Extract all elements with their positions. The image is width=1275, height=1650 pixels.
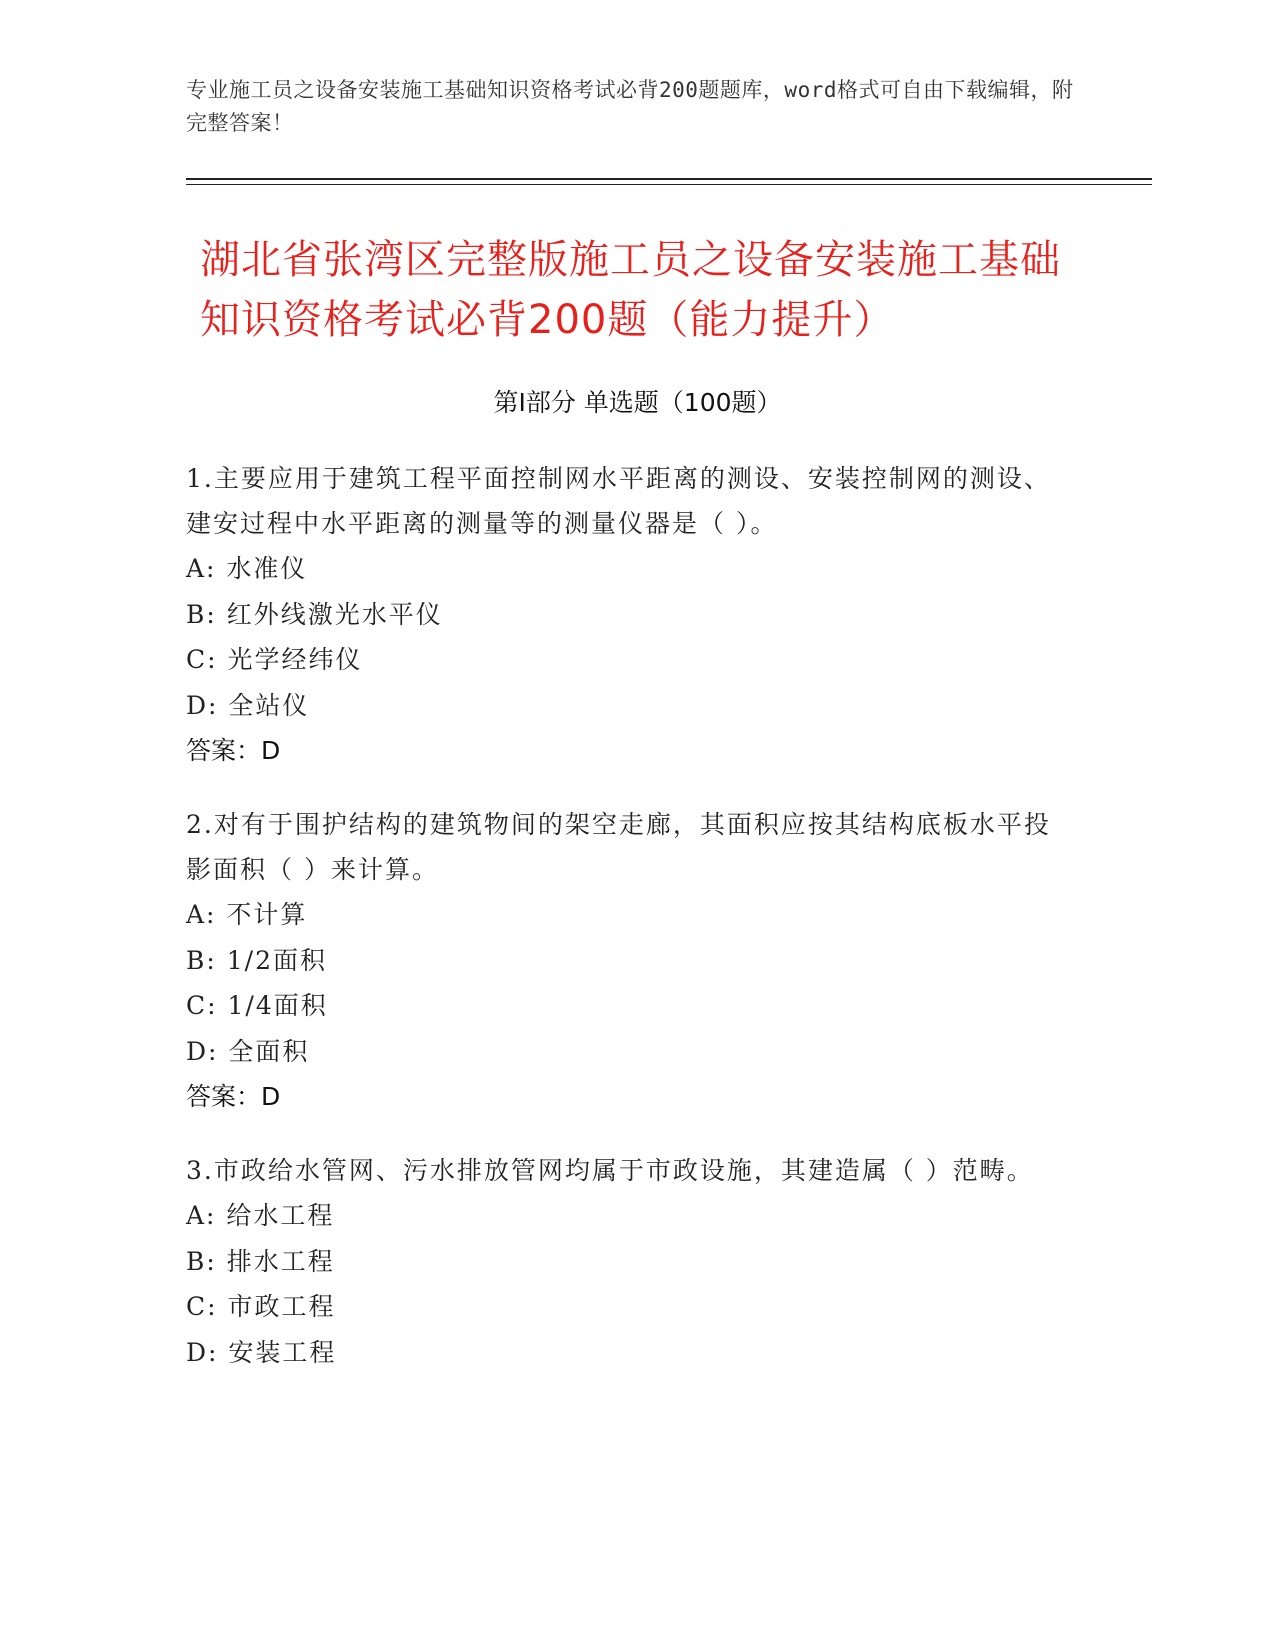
question-1 xyxy=(186,456,1066,773)
header-divider-thick xyxy=(186,178,1152,180)
question-stem: 1.主要应用于建筑工程平面控制网水平距离的测设、安装控制网的测设、建安过程中水平距离的测量等的测量仪器是（ ）。 xyxy=(186,464,1051,538)
question-stem: 2.对有于围护结构的建筑物间的架空走廊，其面积应按其结构底板水平投影面积（ ）来计算。 xyxy=(186,810,1051,884)
option-b: B: 排水工程 xyxy=(186,1246,335,1276)
header-divider-thin xyxy=(186,184,1152,185)
answer-label: 答案：D xyxy=(186,1082,281,1111)
option-c: C: 1/4面积 xyxy=(186,991,328,1020)
question-stem: 3.市政给水管网、污水排放管网均属于市政设施，其建造属（ ）范畴。 xyxy=(186,1156,1034,1185)
option-b: B: 红外线激光水平仪 xyxy=(186,599,443,629)
option-d: D: 全面积 xyxy=(186,1036,310,1066)
option-d: D: 全站仪 xyxy=(186,690,310,720)
header-note: 专业施工员之设备安装施工基础知识资格考试必背200题题库，word格式可自由下载编辑，附完整答案！ xyxy=(186,78,1074,135)
section-heading: 第Ⅰ部分 单选题（100题） xyxy=(493,388,782,417)
question-2 xyxy=(186,802,1066,1119)
option-a: A: 水准仪 xyxy=(186,554,308,583)
question-3 xyxy=(186,1148,1066,1375)
answer-label: 答案：D xyxy=(186,736,281,765)
option-b: B: 1/2面积 xyxy=(186,945,327,975)
option-c: C: 市政工程 xyxy=(186,1292,336,1321)
option-d: D: 安装工程 xyxy=(186,1337,337,1367)
document-title: 湖北省张湾区完整版施工员之设备安装施工基础知识资格考试必背200题（能力提升） xyxy=(200,237,1061,343)
option-a: A: 不计算 xyxy=(186,900,308,929)
option-a: A: 给水工程 xyxy=(186,1201,335,1230)
option-c: C: 光学经纬仪 xyxy=(186,645,363,674)
